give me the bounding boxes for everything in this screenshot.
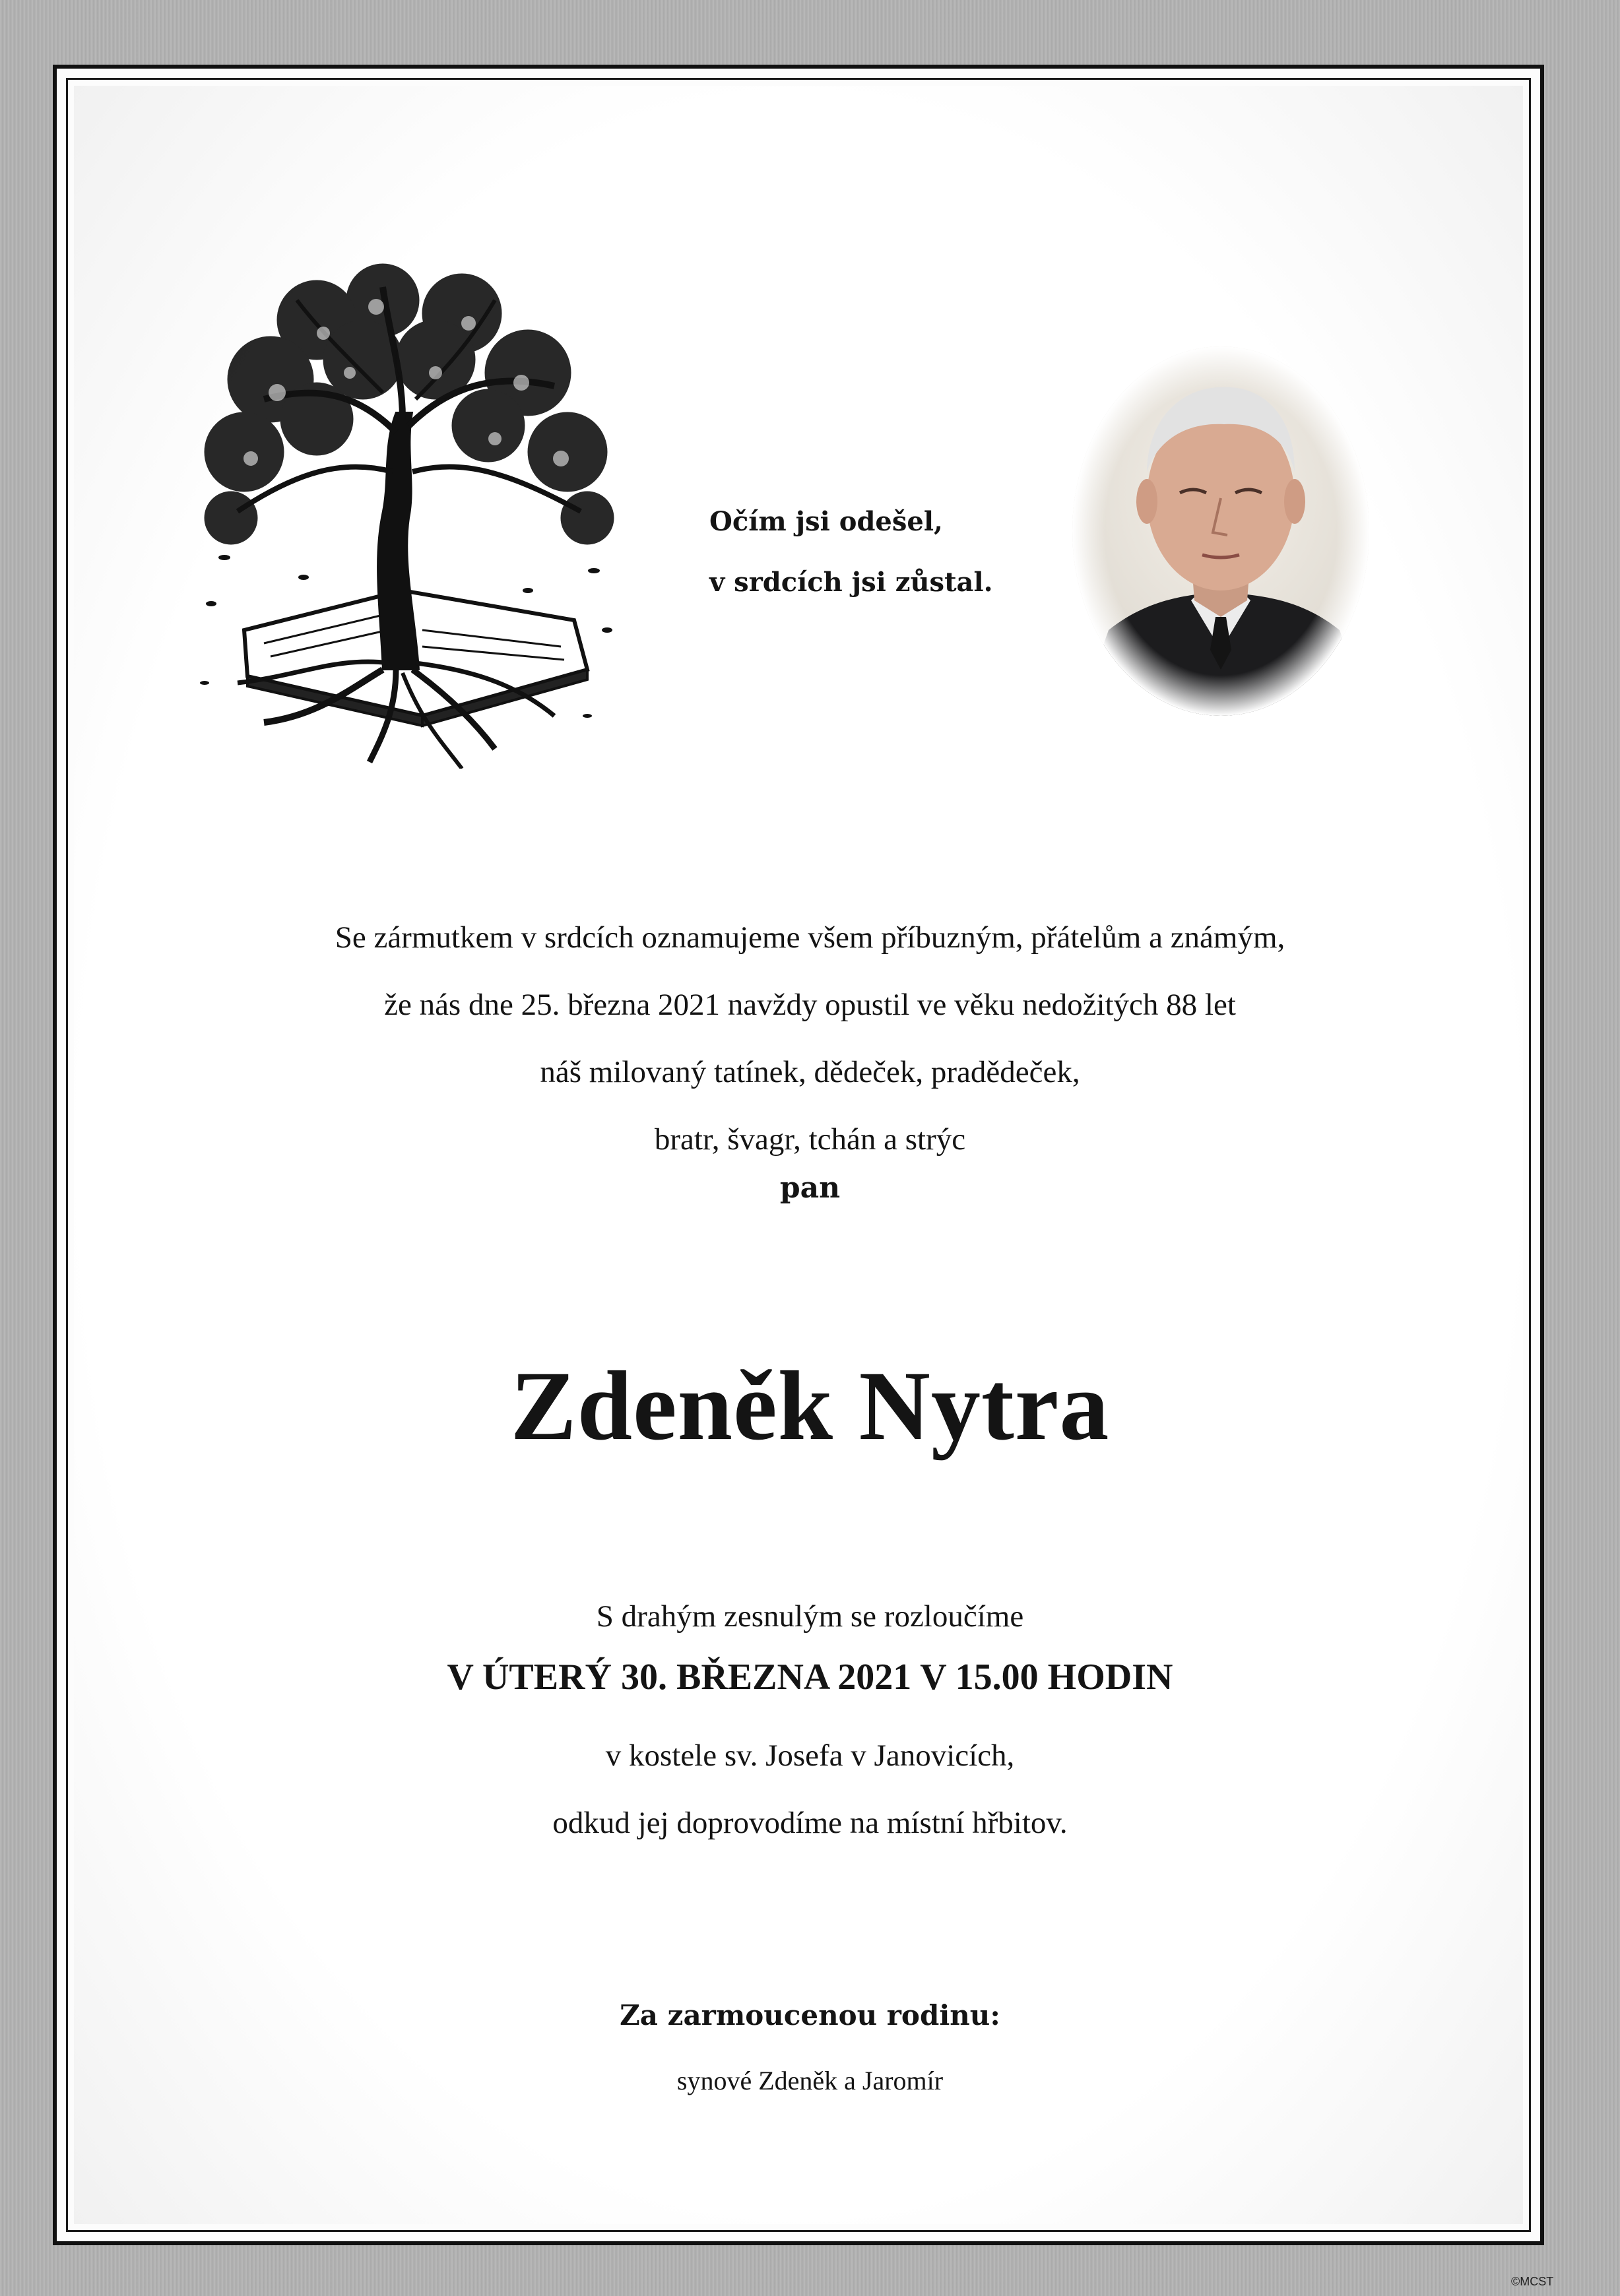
farewell-place	[0, 1722, 1620, 1857]
motto-line-2: v srdcích jsi zůstal.	[709, 567, 993, 598]
honorific-title: pan	[779, 1171, 841, 1205]
family-heading: Za zarmoucenou rodinu:	[620, 1999, 1000, 2031]
announcement-line-2: že nás dne 25. března 2021 navždy opustil ve věku nedožitých 88 let	[384, 988, 1236, 1022]
portrait-photo	[1062, 340, 1379, 722]
announcement-text	[0, 904, 1620, 1173]
deceased-name: Zdeněk Nytra	[510, 1351, 1110, 1461]
motto-line-1: Očím jsi odešel,	[709, 506, 943, 537]
family-names: synové Zdeněk a Jaromír	[676, 2066, 944, 2095]
copyright-mark: ©MCST	[1511, 2275, 1554, 2288]
announcement-line-4: bratr, švagr, tchán a strýc	[654, 1122, 966, 1157]
farewell-datetime: V ÚTERÝ 30. BŘEZNA 2021 V 15.00 HODIN	[447, 1657, 1173, 1698]
tree-illustration	[185, 261, 627, 769]
farewell-place-line-1: v kostele sv. Josefa v Janovicích,	[605, 1738, 1015, 1773]
farewell-intro: S drahým zesnulým se rozloučíme	[596, 1599, 1024, 1634]
announcement-line-3: náš milovaný tatínek, dědeček, pradědeček,	[540, 1055, 1080, 1089]
announcement-line-1: Se zármutkem v srdcích oznamujeme všem příbuzným, přátelům a známým,	[335, 920, 1285, 955]
farewell-place-line-2: odkud jej doprovodíme na místní hřbitov.	[552, 1806, 1068, 1840]
motto-text	[709, 492, 993, 613]
